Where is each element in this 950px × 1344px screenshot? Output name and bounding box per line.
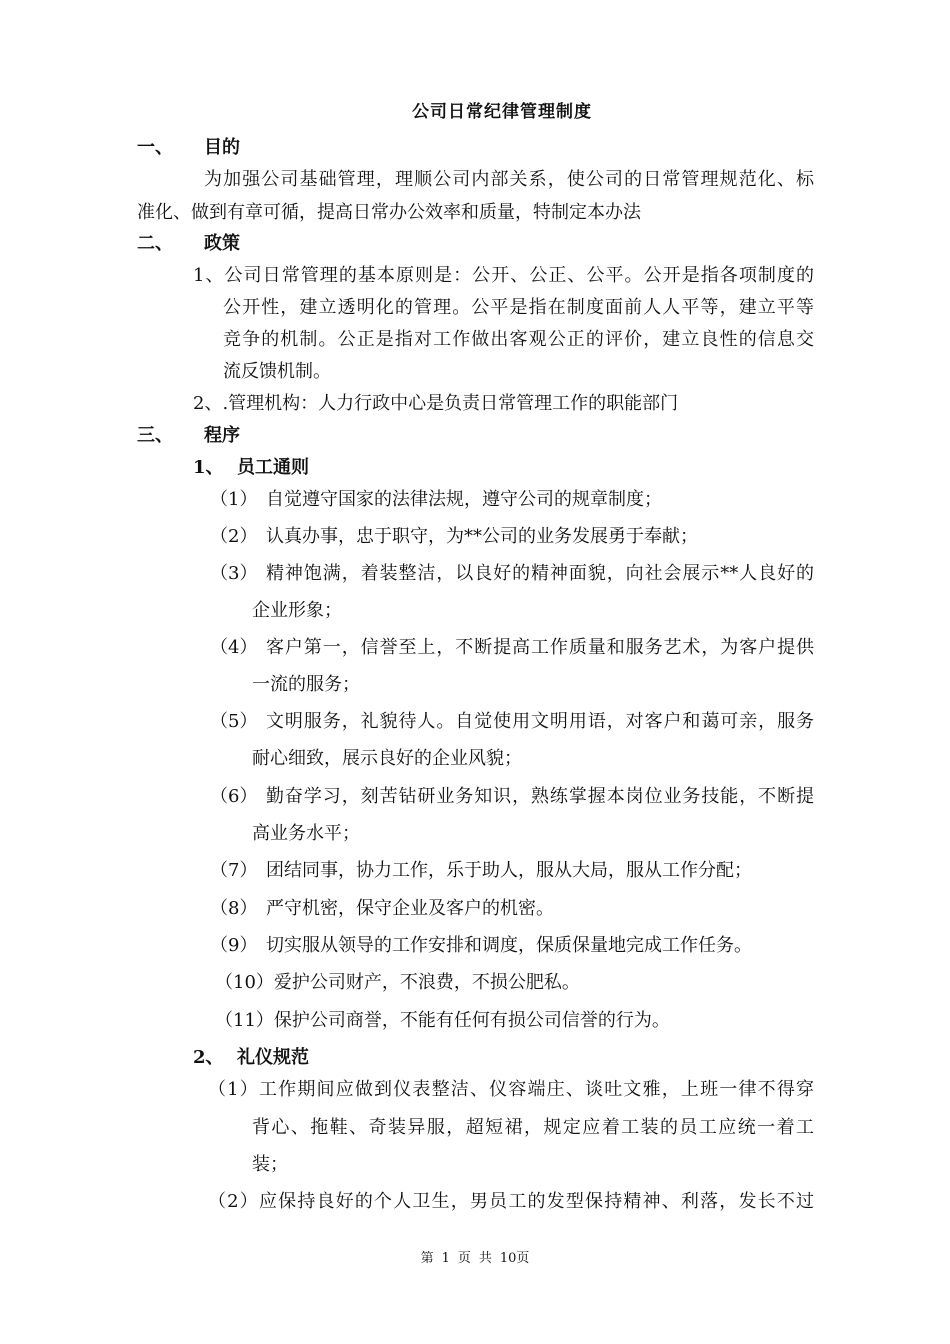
section-2-heading: 政策	[204, 233, 240, 254]
policy-item-1-line: 1、公司日常管理的基本原则是：公开、公正、公平。公开是指各项制度的	[193, 265, 814, 286]
rule-number: （3）	[210, 563, 258, 584]
rule-number: （9）	[210, 935, 258, 956]
rule-text: 客户第一，信誉至上，不断提高工作质量和服务艺术，为客户提供	[266, 637, 814, 658]
rule-text: 精神饱满，着装整洁，以良好的精神面貌，向社会展示**人良好的	[266, 563, 814, 584]
etiquette-rule-line: 背心、拖鞋、奇装异服，超短裙，规定应着工装的员工应统一着工	[252, 1117, 814, 1138]
page-footer	[0, 1247, 950, 1266]
rule-text: 团结同事，协力工作，乐于助人，服从大局，服从工作分配；	[266, 860, 752, 881]
rule-text: 高业务水平；	[252, 823, 360, 844]
footer-total-label: 共	[478, 1251, 492, 1266]
policy-item-1-line: 流反馈机制。	[223, 361, 331, 382]
rule-text: （11）保护公司商誉，不能有任何有损公司信誉的行为。	[215, 1010, 670, 1031]
rule-text: 企业形象；	[252, 600, 342, 621]
subsection-1-number: 1、	[193, 457, 224, 478]
rule-number: （6）	[210, 786, 258, 807]
rule-number: （1）	[210, 489, 258, 510]
subsection-2-number: 2、	[193, 1047, 224, 1068]
rule-text: 切实服从领导的工作安排和调度，保质保量地完成工作任务。	[266, 935, 752, 956]
rule-text: 严守机密，保守企业及客户的机密。	[266, 898, 554, 919]
etiquette-rule-line: （2）应保持良好的个人卫生，男员工的发型保持精神、利落，发长不过	[208, 1191, 814, 1212]
section-1-number: 一、	[137, 137, 173, 158]
section-3-number: 三、	[137, 425, 173, 446]
policy-item-1-line: 公开性，建立透明化的管理。公平是指在制度面前人人平等，建立平等	[223, 297, 814, 318]
section-1-paragraph-line: 准化、做到有章可循，提高日常办公效率和质量，特制定本办法	[137, 202, 641, 223]
footer-prefix: 第	[420, 1251, 434, 1266]
rule-number: （4）	[210, 637, 258, 658]
document-title: 公司日常纪律管理制度	[412, 102, 592, 122]
rule-text: 勤奋学习，刻苦钻研业务知识，熟练掌握本岗位业务技能，不断提	[266, 786, 814, 807]
etiquette-rule-line: 装；	[252, 1154, 288, 1175]
rule-text: 文明服务，礼貌待人。自觉使用文明用语，对客户和蔼可亲，服务	[266, 711, 814, 732]
section-3-heading: 程序	[204, 425, 240, 446]
footer-page-number: 1	[441, 1251, 450, 1266]
section-1-paragraph-line: 为加强公司基础管理，理顺公司内部关系，使公司的日常管理规范化、标	[204, 169, 814, 190]
policy-item-2: 2、.管理机构：人力行政中心是负责日常管理工作的职能部门	[193, 393, 679, 414]
section-2-number: 二、	[137, 233, 173, 254]
rule-text: 耐心细致，展示良好的企业风貌；	[252, 748, 522, 769]
rule-text: 一流的服务；	[252, 674, 360, 695]
rule-number: （2）	[210, 526, 258, 547]
section-1-heading: 目的	[204, 137, 240, 158]
subsection-1-heading: 员工通则	[237, 457, 309, 478]
etiquette-rule-line: （1）工作期间应做到仪表整洁、仪容端庄、谈吐文雅，上班一律不得穿	[208, 1079, 814, 1100]
policy-item-1-line: 竞争的机制。公正是指对工作做出客观公正的评价，建立良性的信息交	[223, 329, 814, 350]
rule-number: （5）	[210, 711, 258, 732]
rule-number: （8）	[210, 898, 258, 919]
rule-text: 自觉遵守国家的法律法规，遵守公司的规章制度；	[266, 489, 662, 510]
rule-text: （10）爱护公司财产，不浪费，不损公肥私。	[215, 972, 580, 993]
rule-number: （7）	[210, 860, 258, 881]
subsection-2-heading: 礼仪规范	[237, 1047, 309, 1068]
footer-total-pages: 10页	[499, 1251, 530, 1266]
rule-text: 认真办事，忠于职守，为**公司的业务发展勇于奉献；	[266, 526, 698, 547]
footer-page-label: 页	[457, 1251, 471, 1266]
